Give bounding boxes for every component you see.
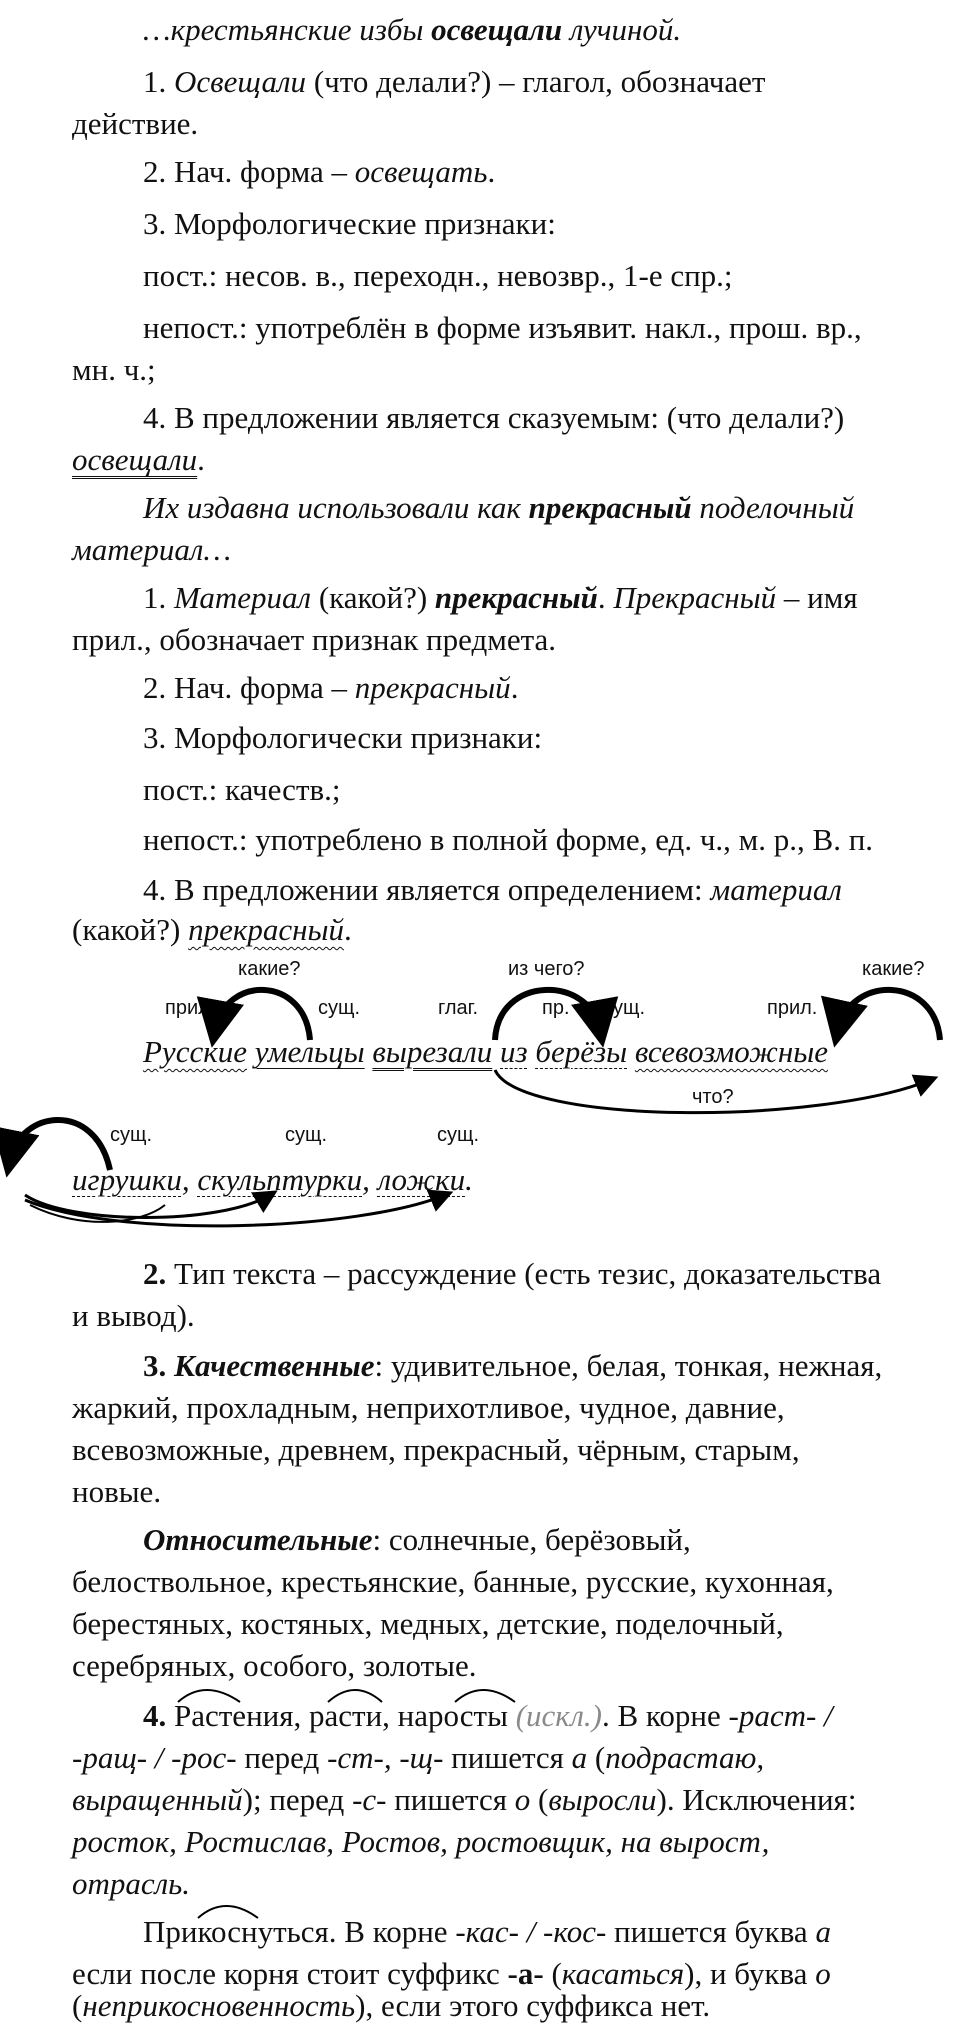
task-3-l1: : удивительное, белая, тонкая, нежная, — [374, 1348, 883, 1383]
task-2-cont: и вывод). — [72, 1298, 195, 1333]
task-4-c2: , — [382, 1698, 398, 1733]
task-4-w1: Растения — [174, 1698, 294, 1733]
comma-2: , — [362, 1162, 378, 1197]
task-4-l4 — [72, 1822, 769, 1862]
task-2-line1: Тип текста – рассуждение (есть тезис, доказательства — [166, 1256, 882, 1291]
task-4-l2e: а — [571, 1740, 588, 1775]
label-q-iz-chego: из чего? — [508, 958, 585, 980]
word-beryozy: берёзы — [535, 1034, 628, 1069]
task-3-l3: всевозможные, древнем, прекрасный, чёрным, старым, — [72, 1432, 800, 1467]
label-pos-pril-2: прил. — [767, 997, 818, 1019]
task-3-l4: новые. — [72, 1474, 162, 1509]
s2-point-4-c: (какой?) — [72, 912, 189, 947]
s2-point-2-text: 2. Нач. форма – — [143, 670, 355, 705]
arrow-homogeneous-3 — [30, 1205, 165, 1222]
task-4-l5-text: отрасль. — [72, 1866, 191, 1901]
task-2-num: 2. — [143, 1256, 167, 1291]
s1-point-2-dot: . — [487, 154, 496, 189]
s2-point-2 — [143, 668, 518, 708]
s2-nonconst: непост.: употреблено в полной форме, ед. ч., м. р., В. п. — [143, 822, 874, 857]
label-pos-sush-2: сущ. — [603, 997, 646, 1019]
task-5-l2e: ), и буква — [684, 1956, 816, 1991]
arrow-vsevozmozhnye — [838, 990, 940, 1040]
predicate-word: освещали — [72, 442, 198, 477]
sentence-1-pre: …крестьянские избы — [143, 12, 432, 47]
sentence-2-adj: прекрасный — [528, 490, 692, 525]
s2-point-1-rest: – имя — [776, 580, 858, 615]
task-5-c: пишется буква — [606, 1914, 816, 1949]
task-3-m4: серебряных, особого, золотые. — [72, 1648, 477, 1683]
sentence-2-cont — [72, 530, 231, 570]
s2-point-1-w2: прекрасный — [434, 580, 598, 615]
task-4-l3f: ( — [530, 1782, 549, 1817]
s1-point-1-num: 1. — [143, 64, 174, 99]
task-2 — [143, 1254, 881, 1294]
task-4 — [143, 1696, 833, 1736]
parsed-sentence-line-2 — [72, 1160, 473, 1200]
task-4-l2a: -ращ- / -рос- — [72, 1740, 237, 1775]
label-pos-sush-1: сущ. — [318, 997, 361, 1019]
label-pos-pril-1: прил. — [165, 997, 216, 1019]
label-pos-sush-5: сущ. — [437, 1124, 480, 1146]
s2-point-4-cont — [72, 910, 352, 950]
task-4-l4-text: росток, Ростислав, Ростов, ростовщик, на вырост, — [72, 1824, 770, 1859]
label-q-kakie-2: какие? — [862, 958, 925, 980]
sentence-2 — [143, 488, 854, 528]
task-3-relative — [143, 1520, 691, 1560]
task-4-l3b: ); перед — [242, 1782, 353, 1817]
s1-point-4-dot: . — [197, 442, 205, 477]
s1-point-2-text: 2. Нач. форма – — [143, 154, 355, 189]
s2-point-1-q: (какой?) — [311, 580, 435, 615]
word-igrushki: игрушки — [72, 1162, 182, 1197]
s1-point-1-rest: (что делали?) – глагол, обозначает — [306, 64, 766, 99]
label-pos-glag: глаг. — [438, 997, 479, 1019]
sentence-2-pre: Их издавна использовали как — [143, 490, 529, 525]
s2-point-1 — [143, 578, 858, 618]
s1-nonconst-2: мн. ч.; — [72, 352, 156, 387]
sentence-2-line2: материал… — [72, 532, 232, 567]
s1-point-1-word: Освещали — [174, 64, 307, 99]
task-5-word: Прикоснуться — [143, 1914, 329, 1949]
task-4-l2d: пишется — [443, 1740, 572, 1775]
s1-point-4-cont — [72, 440, 205, 480]
word-russkie: Русские — [143, 1034, 247, 1069]
word-vsevozmozhnye: всевозможные — [634, 1034, 828, 1069]
s2-point-1-cont: прил., обозначает признак предмета. — [72, 622, 557, 657]
s1-point-2-form: освещать — [354, 154, 488, 189]
s2-point-3: 3. Морфологически признаки: — [143, 720, 543, 755]
s1-point-3: 3. Морфологические признаки: — [143, 206, 556, 241]
task-3-l2: жаркий, прохладным, неприхотливое, чудное, давние, — [72, 1390, 785, 1425]
sentence-1-verb: освещали — [431, 12, 563, 47]
s2-point-1-num: 1. — [143, 580, 174, 615]
comma-1: , — [181, 1162, 198, 1197]
task-4-l3c: -с- — [352, 1782, 387, 1817]
task-3-heading-qualitative: Качественные — [174, 1348, 375, 1383]
s2-point-4-a: 4. В предложении является определением: — [143, 872, 711, 907]
task-4-r1i: -раст- / — [728, 1698, 833, 1733]
task-5-b: -кас- / -кос- — [455, 1914, 607, 1949]
task-5-l3 — [72, 1986, 710, 2026]
task-4-c1: , — [293, 1698, 310, 1733]
label-pos-pr: пр. — [542, 997, 570, 1019]
task-4-l3 — [72, 1780, 856, 1820]
sentence-2-post: поделочный — [691, 490, 855, 525]
label-pos-sush-3: сущ. — [110, 1124, 153, 1146]
word-lozhki: ложки — [377, 1162, 466, 1197]
word-umeltsy: умельцы — [254, 1034, 365, 1069]
task-5-l2d: касаться — [561, 1956, 685, 1991]
attribute-word: прекрасный — [188, 912, 344, 947]
s2-point-2-dot: . — [510, 670, 519, 705]
task-5-l3b: неприкосновенность — [82, 1988, 356, 2023]
task-4-l5 — [72, 1864, 190, 1904]
s1-point-2 — [143, 152, 495, 192]
s2-point-4-dot: . — [344, 912, 352, 947]
sentence-1 — [143, 10, 681, 50]
task-5-l2f: о — [815, 1956, 831, 1991]
s1-point-4: 4. В предложении является сказуемым: (что делали?) — [143, 400, 845, 435]
task-4-l3d: пишется — [386, 1782, 515, 1817]
s2-point-2-form: прекрасный — [354, 670, 511, 705]
task-4-num: 4. — [143, 1698, 174, 1733]
task-4-l2 — [72, 1738, 764, 1778]
task-3 — [143, 1346, 882, 1386]
label-q-kakie-1: какие? — [238, 958, 301, 980]
task-5 — [143, 1912, 831, 1952]
task-4-l2g: подрастаю, — [605, 1740, 765, 1775]
s1-point-1 — [143, 62, 765, 102]
final-dot: . — [465, 1162, 473, 1197]
s2-point-1-dot: . — [597, 580, 614, 615]
word-vyrezali: вырезали — [372, 1034, 493, 1069]
s1-point-1-cont: действие. — [72, 106, 199, 141]
task-5-a: . В корне — [328, 1914, 456, 1949]
s2-point-4-b: материал — [710, 872, 842, 907]
task-3-m3: берестяных, костяных, медных, детские, поделочный, — [72, 1606, 784, 1641]
task-5-l2c: ( — [543, 1956, 562, 1991]
task-4-l2c: -ст-, -щ- — [327, 1740, 444, 1775]
s2-point-1-w1: Материал — [174, 580, 312, 615]
word-iz: из — [500, 1034, 528, 1069]
task-4-l2f: ( — [587, 1740, 606, 1775]
word-skulpturki: скульптурки — [197, 1162, 363, 1197]
task-4-w2: расти — [309, 1698, 383, 1733]
task-5-l3a: ( — [72, 1988, 83, 2023]
label-pos-sush-4: сущ. — [285, 1124, 328, 1146]
s1-const: пост.: несов. в., переходн., невозвр., 1-е спр.; — [143, 258, 733, 293]
task-4-w3: наросты — [397, 1698, 508, 1733]
label-q-chto: что? — [692, 1086, 734, 1108]
task-4-sp — [508, 1698, 516, 1733]
task-4-l3a: выращенный — [72, 1782, 243, 1817]
task-5-l2a: если после корня стоит суффикс — [72, 1956, 508, 1991]
task-4-l3h: ). Исключения: — [656, 1782, 857, 1817]
task-3-num: 3. — [143, 1348, 174, 1383]
task-4-l3e: о — [514, 1782, 531, 1817]
task-4-l3g: выросли — [548, 1782, 657, 1817]
s2-point-1-w3: Прекрасный — [613, 580, 777, 615]
task-4-l2b: перед — [236, 1740, 328, 1775]
task-5-l2b: -а- — [507, 1956, 544, 1991]
task-3-heading-relative: Относительные — [143, 1522, 373, 1557]
task-5-d: а — [815, 1914, 831, 1949]
task-4-exception-note: (искл.) — [515, 1698, 602, 1733]
task-4-r1: . В корне — [601, 1698, 729, 1733]
s2-const: пост.: качеств.; — [143, 772, 341, 807]
task-3-m2: белоствольное, крестьянские, банные, русские, кухонная, — [72, 1564, 834, 1599]
s1-nonconst-1: непост.: употреблён в форме изъявит. накл., прош. вр., — [143, 310, 862, 345]
parsed-sentence-line-1 — [143, 1032, 828, 1072]
sentence-1-post: лучиной. — [562, 12, 682, 47]
s2-point-4 — [143, 870, 842, 910]
task-3-m1: : солнечные, берёзовый, — [372, 1522, 691, 1557]
task-5-l3c: ), если этого суффикса нет. — [355, 1988, 711, 2023]
